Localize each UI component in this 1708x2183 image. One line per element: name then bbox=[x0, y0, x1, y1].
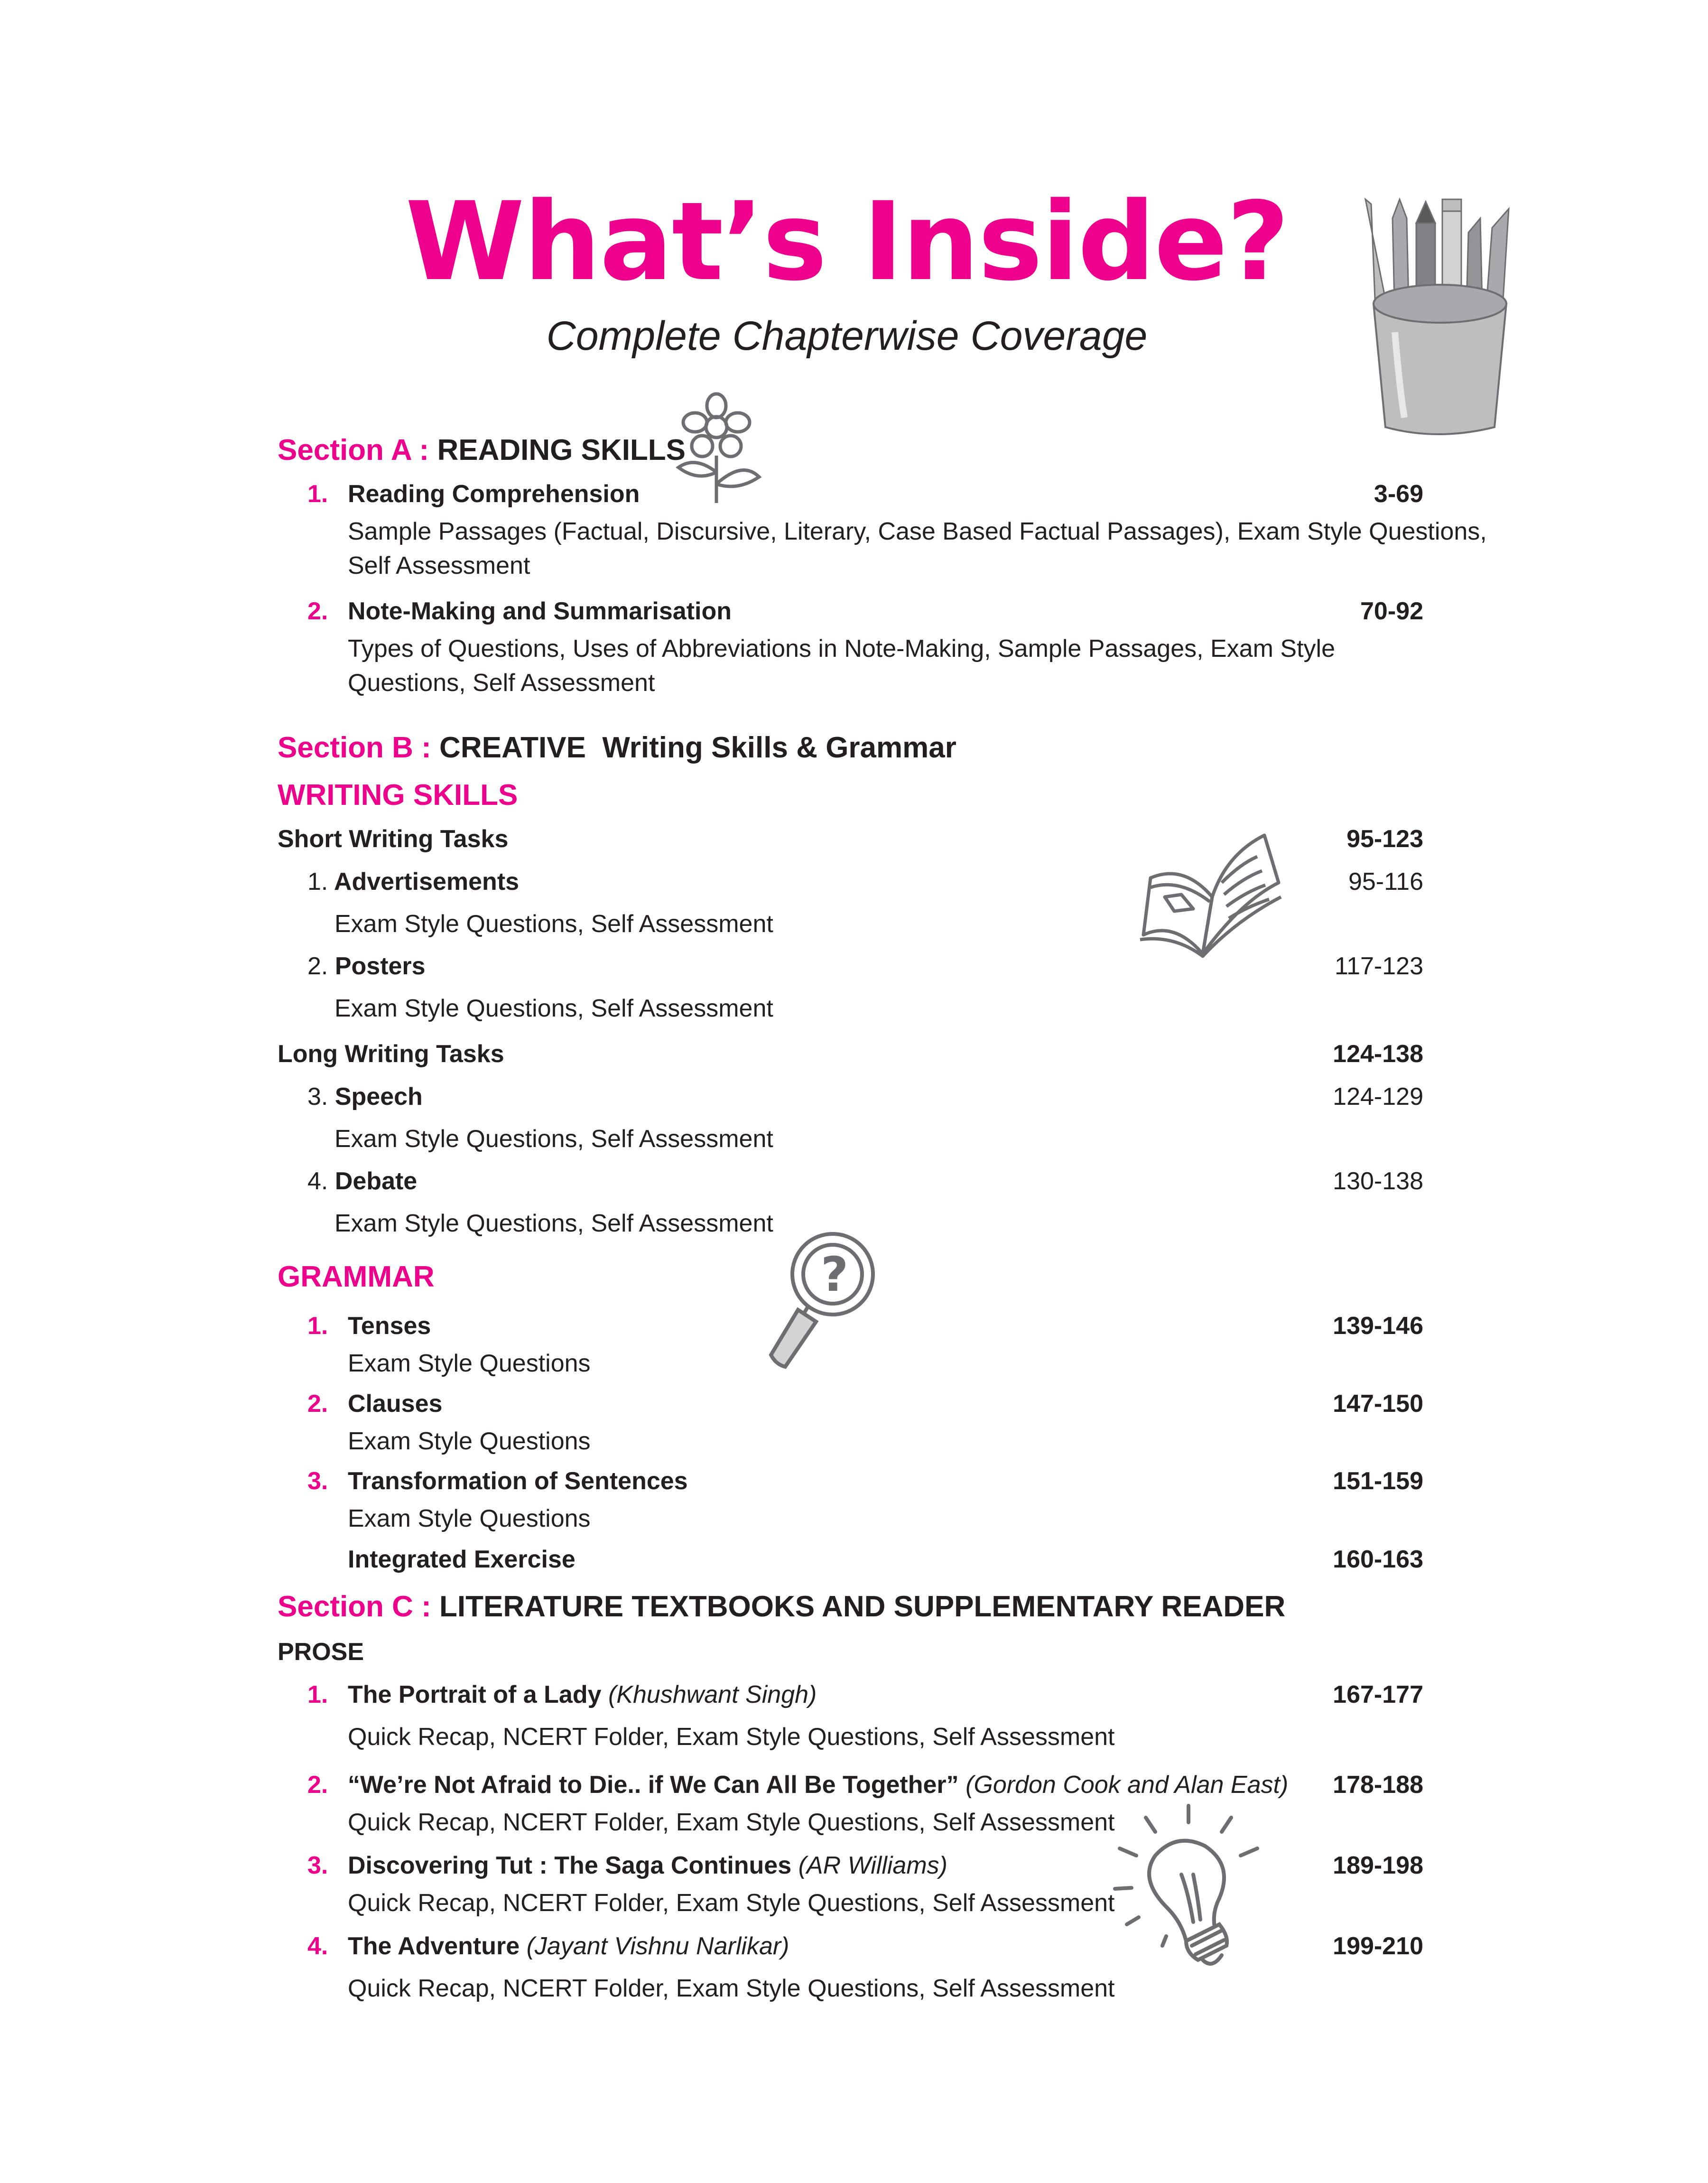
chapter-author: (Khushwant Singh) bbox=[608, 1681, 817, 1708]
chapter-description: Quick Recap, NCERT Folder, Exam Style Questions, Self Assessment bbox=[348, 1723, 1115, 1751]
chapter-description: Quick Recap, NCERT Folder, Exam Style Questions, Self Assessment bbox=[348, 1975, 1115, 2002]
page-subtitle: Complete Chapterwise Coverage bbox=[546, 313, 1148, 359]
page-range: 167-177 bbox=[1333, 1681, 1423, 1708]
page-range: 124-138 bbox=[1333, 1040, 1423, 1068]
chapter-title: Discovering Tut : The Saga Continues bbox=[348, 1852, 792, 1879]
chapter-description: Exam Style Questions, Self Assessment bbox=[334, 1210, 773, 1237]
chapter-author: (AR Williams) bbox=[798, 1852, 947, 1879]
prose-item bbox=[348, 1682, 817, 1707]
list-number: 2. bbox=[307, 597, 328, 625]
page-range: 147-150 bbox=[1333, 1390, 1423, 1418]
page-range: 139-146 bbox=[1333, 1312, 1423, 1340]
grammar-heading: GRAMMAR bbox=[278, 1260, 435, 1293]
page-range: 130-138 bbox=[1333, 1167, 1423, 1195]
chapter-description: Questions, Self Assessment bbox=[348, 669, 655, 697]
writing-skills-heading: WRITING SKILLS bbox=[278, 779, 518, 812]
chapter-title: Advertisements bbox=[334, 868, 520, 896]
section-c-name: LITERATURE TEXTBOOKS AND SUPPLEMENTARY READER bbox=[439, 1590, 1286, 1623]
group-label: Short Writing Tasks bbox=[278, 825, 509, 853]
light-bulb-icon bbox=[1110, 1803, 1267, 1974]
chapter-description: Exam Style Questions bbox=[348, 1350, 591, 1377]
chapter-description: Self Assessment bbox=[348, 552, 530, 579]
chapter-author: (Gordon Cook and Alan East) bbox=[965, 1771, 1289, 1799]
page-range: 3-69 bbox=[1374, 480, 1423, 508]
writing-item-title bbox=[307, 1084, 423, 1109]
section-a-heading bbox=[278, 436, 686, 465]
page-range: 95-116 bbox=[1348, 868, 1423, 896]
section-c-prefix: Section C : bbox=[278, 1590, 431, 1623]
list-number: 2. bbox=[307, 1390, 328, 1418]
prose-item bbox=[348, 1853, 947, 1878]
page-range: 117-123 bbox=[1335, 952, 1423, 980]
chapter-title: Debate bbox=[334, 1167, 418, 1195]
prose-heading: PROSE bbox=[278, 1638, 364, 1666]
list-number: 1. bbox=[307, 868, 328, 896]
chapter-title: Note-Making and Summarisation bbox=[348, 597, 732, 625]
writing-item-title bbox=[307, 1169, 417, 1194]
page-title: What’s Inside? bbox=[405, 178, 1289, 305]
page-range: 95-123 bbox=[1346, 825, 1423, 853]
list-number: 2. bbox=[307, 1771, 328, 1799]
page-range: 178-188 bbox=[1333, 1771, 1423, 1799]
integrated-exercise-title: Integrated Exercise bbox=[348, 1546, 576, 1573]
chapter-title: Reading Comprehension bbox=[348, 480, 640, 508]
writing-item-title bbox=[307, 869, 519, 894]
prose-item bbox=[348, 1773, 1288, 1797]
list-number: 2. bbox=[307, 952, 328, 980]
chapter-description: Exam Style Questions, Self Assessment bbox=[334, 1125, 773, 1153]
chapter-title: Tenses bbox=[348, 1312, 431, 1340]
group-label: Long Writing Tasks bbox=[278, 1040, 504, 1068]
writing-item-title bbox=[307, 954, 426, 979]
chapter-description: Quick Recap, NCERT Folder, Exam Style Questions, Self Assessment bbox=[348, 1889, 1115, 1917]
chapter-title: Clauses bbox=[348, 1390, 443, 1418]
chapter-description: Exam Style Questions, Self Assessment bbox=[334, 910, 773, 938]
list-number: 3. bbox=[307, 1852, 328, 1879]
section-a-name: READING SKILLS bbox=[437, 434, 686, 466]
section-b-name: CREATIVE Writing Skills & Grammar bbox=[439, 731, 956, 764]
page-range: 70-92 bbox=[1360, 597, 1423, 625]
section-b-prefix: Section B : bbox=[278, 731, 431, 764]
chapter-title: Transformation of Sentences bbox=[348, 1467, 688, 1495]
list-number: 1. bbox=[307, 480, 328, 508]
chapter-description: Quick Recap, NCERT Folder, Exam Style Questions, Self Assessment bbox=[348, 1809, 1115, 1836]
list-number: 1. bbox=[307, 1312, 328, 1340]
magnifier-question-icon bbox=[769, 1229, 887, 1371]
section-b-heading bbox=[278, 733, 956, 763]
open-book-icon bbox=[1136, 826, 1283, 959]
svg-text:?: ? bbox=[821, 1247, 849, 1302]
page-range: 199-210 bbox=[1333, 1932, 1423, 1960]
page-range: 124-129 bbox=[1333, 1083, 1423, 1110]
page-range: 151-159 bbox=[1333, 1467, 1423, 1495]
chapter-description: Types of Questions, Uses of Abbreviations in Note-Making, Sample Passages, Exam Style bbox=[348, 635, 1335, 662]
chapter-title: Posters bbox=[334, 952, 426, 980]
chapter-title: The Adventure bbox=[348, 1932, 520, 1960]
pencil-cup-icon bbox=[1366, 190, 1509, 437]
list-number: 3. bbox=[307, 1467, 328, 1495]
page-range: 189-198 bbox=[1333, 1852, 1423, 1879]
list-number: 3. bbox=[307, 1083, 328, 1110]
list-number: 4. bbox=[307, 1167, 328, 1195]
section-c-heading bbox=[278, 1592, 1285, 1622]
list-number: 4. bbox=[307, 1932, 328, 1960]
list-number: 1. bbox=[307, 1681, 328, 1708]
chapter-description: Exam Style Questions bbox=[348, 1505, 591, 1532]
chapter-description: Sample Passages (Factual, Discursive, Literary, Case Based Factual Passages), Exam Style Questions, bbox=[348, 518, 1487, 545]
chapter-author: (Jayant Vishnu Narlikar) bbox=[526, 1932, 789, 1960]
chapter-description: Exam Style Questions, Self Assessment bbox=[334, 995, 773, 1022]
prose-item bbox=[348, 1934, 789, 1959]
section-a-prefix: Section A : bbox=[278, 434, 429, 466]
chapter-title: The Portrait of a Lady bbox=[348, 1681, 602, 1708]
page-range: 160-163 bbox=[1333, 1546, 1423, 1573]
chapter-title: Speech bbox=[334, 1083, 423, 1110]
flower-icon bbox=[671, 389, 766, 508]
chapter-title: “We’re Not Afraid to Die.. if We Can All Be Together” bbox=[348, 1771, 959, 1799]
chapter-description: Exam Style Questions bbox=[348, 1427, 591, 1455]
